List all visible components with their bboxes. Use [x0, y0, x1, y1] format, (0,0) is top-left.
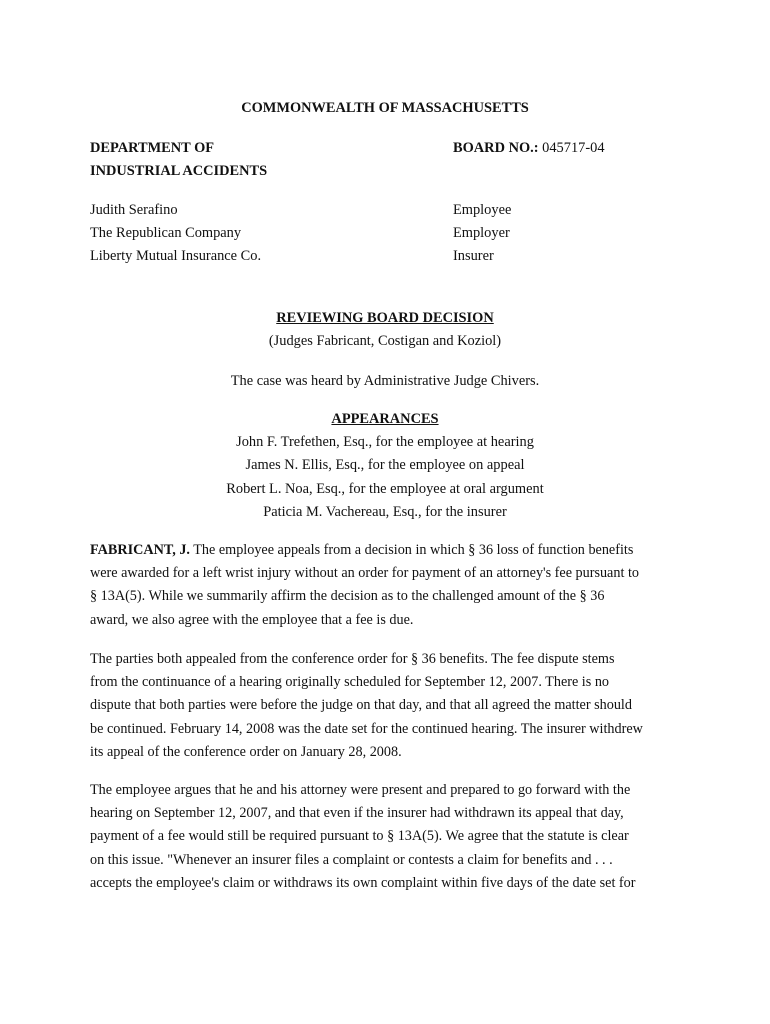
paragraph-line: were awarded for a left wrist injury without an order for payment of an attorney's fee pursuant to	[90, 565, 639, 582]
department-line-1: DEPARTMENT OF	[90, 140, 215, 156]
paragraph-line: accepts the employee's claim or withdraws its own complaint within five days of the date set for	[90, 874, 636, 891]
appearances-heading: APPEARANCES	[331, 411, 439, 427]
department-line-2: INDUSTRIAL ACCIDENTS	[90, 163, 268, 179]
party-role-insurer: Insurer	[453, 248, 494, 264]
decision-heading: REVIEWING BOARD DECISION	[276, 310, 494, 326]
appearance-line: James N. Ellis, Esq., for the employee on appeal	[245, 457, 525, 473]
paragraph-line: payment of a fee would still be required pursuant to § 13A(5). We agree that the statute is clear	[90, 828, 629, 845]
paragraph-line: The employee argues that he and his attorney were present and prepared to go forward with the	[90, 782, 631, 798]
paragraph-line: FABRICANT, J. The employee appeals from a decision in which § 36 loss of function benefits	[90, 542, 634, 558]
paragraph-line: award, we also agree with the employee that a fee is due.	[90, 611, 414, 628]
paragraph-line: its appeal of the conference order on January 28, 2008.	[90, 743, 402, 760]
appearance-line: Paticia M. Vachereau, Esq., for the insurer	[263, 504, 507, 520]
decision-judges: (Judges Fabricant, Costigan and Koziol)	[268, 333, 502, 349]
party-name-insurer: Liberty Mutual Insurance Co.	[90, 248, 262, 264]
body-paragraph-2	[90, 648, 682, 764]
paragraph-line: from the continuance of a hearing originally scheduled for September 12, 2007. There is no	[90, 674, 610, 691]
board-number-block	[453, 139, 605, 157]
paragraph-line: on this issue. "Whenever an insurer files a complaint or contests a claim for benefits and . . .	[90, 851, 613, 868]
paragraph-line: hearing on September 12, 2007, and that even if the insurer had withdrawn its appeal that day,	[90, 805, 624, 822]
body-paragraph-3	[90, 779, 682, 895]
author-lead: FABRICANT, J.	[90, 542, 190, 558]
party-role-employer: Employer	[453, 225, 510, 241]
paragraph-line: dispute that both parties were before the judge on that day, and that all agreed the matter should	[90, 697, 632, 714]
appearance-line: Robert L. Noa, Esq., for the employee at oral argument	[226, 481, 544, 497]
board-number-value: 045717-04	[542, 140, 605, 156]
heard-by-line: The case was heard by Administrative Judge Chivers.	[230, 373, 540, 389]
paragraph-line: be continued. February 14, 2008 was the date set for the continued hearing. The insurer withdrew	[90, 720, 643, 737]
document-title: COMMONWEALTH OF MASSACHUSETTS	[241, 100, 529, 116]
board-number-label: BOARD NO.:	[453, 140, 539, 156]
party-role-employee: Employee	[453, 202, 512, 218]
paragraph-line: § 13A(5). While we summarily affirm the decision as to the challenged amount of the § 36	[90, 588, 605, 605]
party-name-employer: The Republican Company	[90, 225, 242, 241]
paragraph-line: The parties both appealed from the conference order for § 36 benefits. The fee dispute stems	[90, 651, 615, 667]
party-name-employee: Judith Serafino	[90, 202, 178, 218]
appearance-line: John F. Trefethen, Esq., for the employee at hearing	[236, 434, 534, 450]
body-paragraph-1	[90, 539, 682, 632]
